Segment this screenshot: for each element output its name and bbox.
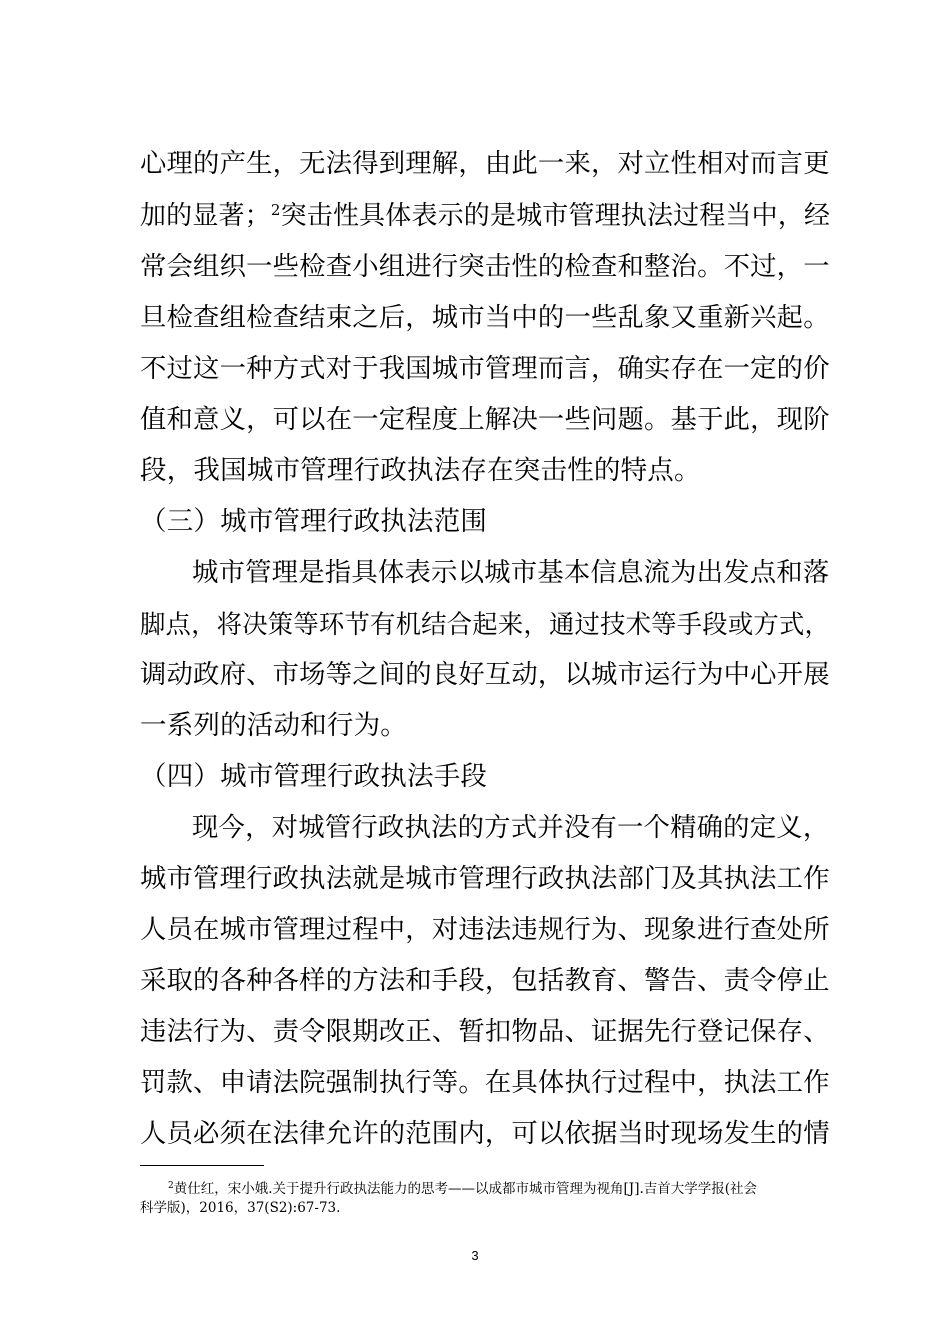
body-line-7: 段，我国城市管理行政执法存在突击性的特点。 [140,455,701,486]
section-heading-4: （四）城市管理行政执法手段 [140,761,488,792]
footnote-line-2: 科学版)，2016，37(S2):67-73. [140,1200,341,1216]
page-number: 3 [471,1248,479,1263]
footnote-marker: 2 [168,1181,174,1191]
footnote-separator [140,1165,264,1166]
body-line-10: 脚点，将决策等环节有机结合起来，通过技术等手段或方式， [140,609,831,639]
body-line-15: 城市管理行政执法就是城市管理行政执法部门及其执法工作 [140,864,830,894]
footnote-ref-2[interactable]: 2 [270,201,281,219]
footnote-text-1: 黄仕红，宋小娥.关于提升行政执法能力的思考——以成都市城市管理为视角[J].吉首大学学报(社会 [173,1181,758,1197]
body-line-14: 现今，对城管行政执法的方式并没有一个精确的定义， [192,813,830,843]
body-line-9: 城市管理是指具体表示以城市基本信息流为出发点和落 [192,558,830,588]
body-line-20: 人员必须在法律允许的范围内，可以依据当时现场发生的情 [140,1119,830,1149]
body-line-5: 不过这一种方式对于我国城市管理而言，确实存在一定的价 [140,354,830,384]
body-line-18: 违法行为、责令限期改正、暂扣物品、证据先行登记保存、 [140,1017,830,1047]
footnote-line-1 [168,1180,757,1198]
body-line-11: 调动政府、市场等之间的良好互动，以城市运行为中心开展 [140,660,830,690]
body-line-6: 值和意义，可以在一定程度上解决一些问题。基于此，现阶 [140,405,830,435]
body-line-19: 罚款、申请法院强制执行等。在具体执行过程中，执法工作 [140,1068,830,1098]
body-line-3: 常会组织一些检查小组进行突击性的检查和整治。不过，一 [140,252,830,282]
body-line-16: 人员在城市管理过程中，对违法违规行为、现象进行查处所 [140,915,830,945]
body-line-4: 旦检查组检查结束之后，城市当中的一些乱象又重新兴起。 [140,303,830,333]
body-line-12: 一系列的活动和行为。 [140,710,407,741]
body-line-1: 心理的产生，无法得到理解，由此一来，对立性相对而言更 [140,149,830,179]
body-line-17: 采取的各种各样的方法和手段，包括教育、警告、责令停止 [140,966,830,996]
section-heading-3: （三）城市管理行政执法范围 [140,506,488,537]
body-line-2-start: 加的显著； [140,201,271,231]
body-line-2 [140,199,830,233]
body-line-2-end: 突击性具体表示的是城市管理执法过程当中，经 [280,201,831,231]
